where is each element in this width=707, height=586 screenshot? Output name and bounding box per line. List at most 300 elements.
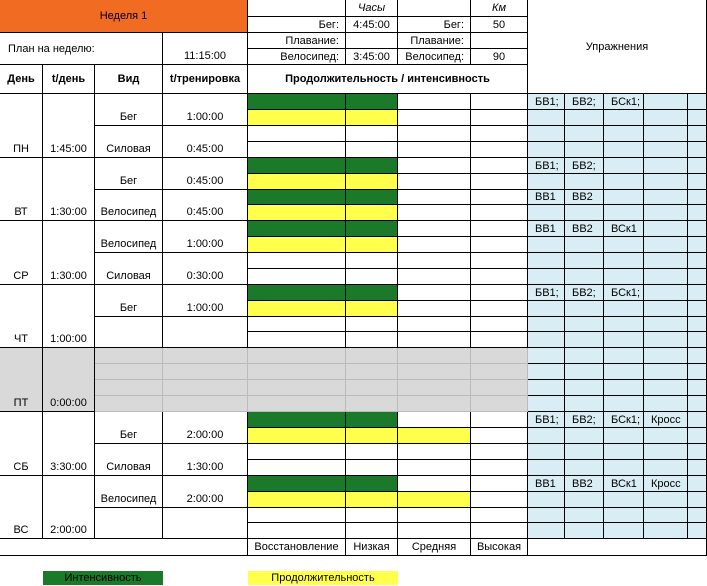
exercise-cell[interactable] [644, 269, 688, 285]
rest-cell[interactable] [471, 348, 528, 364]
exercise-cell[interactable] [528, 253, 565, 269]
exercise-cell[interactable] [644, 253, 688, 269]
workout-type[interactable]: Велосипед [95, 221, 163, 253]
exercise-cell[interactable] [604, 253, 644, 269]
exercise-cell[interactable] [688, 190, 707, 205]
cell[interactable] [346, 142, 398, 158]
exercise-cell[interactable] [565, 142, 604, 158]
intensity-bar[interactable] [248, 221, 346, 237]
rest-cell[interactable] [248, 396, 346, 412]
exercise-cell[interactable]: ВСк1 [604, 221, 644, 237]
exercise-cell[interactable] [688, 492, 707, 508]
intensity-bar[interactable] [346, 221, 398, 237]
cell[interactable] [471, 253, 528, 269]
exercise-cell[interactable] [528, 142, 565, 158]
exercise-cell[interactable] [688, 205, 707, 221]
cell[interactable] [346, 460, 398, 476]
rest-cell[interactable] [346, 380, 398, 396]
rest-cell[interactable] [95, 380, 163, 396]
exercise-cell[interactable] [604, 444, 644, 460]
exercise-cell[interactable] [604, 110, 644, 126]
duration-bar[interactable] [248, 110, 346, 126]
exercise-cell[interactable] [688, 301, 707, 317]
cell[interactable] [398, 301, 471, 317]
exercise-cell[interactable] [528, 301, 565, 317]
cell[interactable] [346, 444, 398, 460]
workout-type[interactable]: Бег [95, 94, 163, 126]
exercises-label[interactable]: Упражнения [528, 0, 707, 94]
exercise-cell[interactable] [528, 174, 565, 190]
exercise-cell[interactable] [565, 460, 604, 476]
workout-type[interactable]: Бег [95, 412, 163, 444]
cell[interactable] [471, 285, 528, 301]
intensity-bar[interactable] [248, 158, 346, 174]
exercise-cell[interactable]: БВ2; [565, 285, 604, 301]
cell[interactable] [471, 158, 528, 174]
workout-time[interactable]: 2:00:00 [163, 476, 248, 508]
duration-bar[interactable] [248, 237, 346, 253]
exercise-cell[interactable] [604, 492, 644, 508]
exercise-cell[interactable] [565, 380, 604, 396]
exercise-cell[interactable] [644, 380, 688, 396]
duration-bar[interactable] [248, 205, 346, 221]
exercise-cell[interactable] [528, 508, 565, 523]
exercise-cell[interactable] [565, 492, 604, 508]
cell[interactable] [471, 269, 528, 285]
cell[interactable] [398, 285, 471, 301]
day-name[interactable]: ВС [0, 476, 43, 539]
exercise-cell[interactable]: БВ1; [528, 94, 565, 110]
day-name[interactable]: ЧТ [0, 285, 43, 348]
cell[interactable] [398, 174, 471, 190]
workout-type[interactable]: Бег [95, 158, 163, 190]
cell[interactable] [398, 253, 471, 269]
exercise-cell[interactable] [644, 110, 688, 126]
intensity-bar[interactable] [248, 94, 346, 110]
cell[interactable] [471, 205, 528, 221]
exercise-cell[interactable] [644, 396, 688, 412]
cell[interactable] [471, 110, 528, 126]
exercise-cell[interactable]: БВ2; [565, 158, 604, 174]
exercise-cell[interactable] [565, 110, 604, 126]
cell[interactable] [471, 94, 528, 110]
cell[interactable] [398, 110, 471, 126]
exercise-cell[interactable] [644, 508, 688, 523]
exercise-cell[interactable] [528, 332, 565, 348]
workout-time[interactable]: 1:00:00 [163, 94, 248, 126]
workout-time[interactable] [163, 317, 248, 348]
rest-cell[interactable] [471, 364, 528, 380]
cell[interactable] [398, 205, 471, 221]
rest-cell[interactable] [248, 364, 346, 380]
sport-km[interactable] [471, 33, 528, 49]
exercise-cell[interactable] [688, 348, 707, 364]
workout-type[interactable] [95, 508, 163, 539]
exercise-cell[interactable] [688, 253, 707, 269]
col-day[interactable]: День [0, 65, 43, 94]
exercise-cell[interactable] [565, 364, 604, 380]
exercise-cell[interactable] [528, 492, 565, 508]
exercise-cell[interactable] [688, 380, 707, 396]
duration-bar[interactable] [398, 492, 471, 508]
exercise-cell[interactable] [688, 158, 707, 174]
exercise-cell[interactable] [644, 428, 688, 444]
workout-time[interactable]: 1:00:00 [163, 285, 248, 317]
day-total[interactable]: 2:00:00 [43, 476, 95, 539]
week-title[interactable]: Неделя 1 [0, 0, 248, 33]
intensity-bar[interactable] [346, 285, 398, 301]
cell[interactable] [248, 269, 346, 285]
exercise-cell[interactable] [565, 396, 604, 412]
cell[interactable] [398, 508, 471, 523]
rest-cell[interactable] [398, 380, 471, 396]
exercise-cell[interactable]: ВВ1 [528, 476, 565, 492]
legend-intensity[interactable]: Интенсивность [43, 571, 163, 585]
exercise-cell[interactable] [688, 412, 707, 428]
exercise-cell[interactable] [565, 174, 604, 190]
col-t-day[interactable]: t/день [43, 65, 95, 94]
cell[interactable] [398, 269, 471, 285]
cell[interactable] [471, 428, 528, 444]
exercise-cell[interactable]: Кросс [644, 412, 688, 428]
workout-type[interactable]: Велосипед [95, 476, 163, 508]
cell[interactable] [471, 412, 528, 428]
exercise-cell[interactable] [688, 285, 707, 301]
day-total[interactable]: 1:45:00 [43, 94, 95, 158]
exercise-cell[interactable] [604, 508, 644, 523]
exercise-cell[interactable]: ВВ2 [565, 221, 604, 237]
workout-time[interactable]: 1:00:00 [163, 221, 248, 253]
sport-km[interactable]: 90 [471, 49, 528, 65]
col-duration-intensity[interactable]: Продолжительность / интенсивность [248, 65, 528, 94]
exercise-cell[interactable] [604, 190, 644, 205]
workout-time[interactable]: 2:00:00 [163, 412, 248, 444]
day-total[interactable]: 0:00:00 [43, 348, 95, 412]
intensity-bar[interactable] [346, 94, 398, 110]
exercise-cell[interactable]: Кросс [644, 476, 688, 492]
intensity-level-label[interactable]: Высокая [471, 539, 528, 556]
exercise-cell[interactable] [688, 317, 707, 332]
day-name[interactable]: СБ [0, 412, 43, 476]
exercise-cell[interactable] [604, 348, 644, 364]
exercise-cell[interactable] [565, 317, 604, 332]
exercise-cell[interactable] [604, 428, 644, 444]
rest-cell[interactable] [398, 396, 471, 412]
cell[interactable] [398, 94, 471, 110]
rest-cell[interactable] [398, 348, 471, 364]
cell[interactable] [398, 126, 471, 142]
cell[interactable] [471, 190, 528, 205]
exercise-cell[interactable] [604, 142, 644, 158]
sport-label[interactable]: Бег: [248, 17, 346, 33]
duration-bar[interactable] [346, 110, 398, 126]
intensity-bar[interactable] [346, 412, 398, 428]
exercise-cell[interactable]: БСк1; [604, 94, 644, 110]
exercise-cell[interactable] [565, 523, 604, 539]
exercise-cell[interactable] [565, 269, 604, 285]
cell[interactable] [398, 190, 471, 205]
duration-bar[interactable] [346, 174, 398, 190]
exercise-cell[interactable] [644, 158, 688, 174]
exercise-cell[interactable] [688, 476, 707, 492]
workout-time[interactable]: 0:45:00 [163, 190, 248, 221]
workout-type[interactable]: Силовая [95, 444, 163, 476]
intensity-bar[interactable] [346, 190, 398, 205]
exercise-cell[interactable] [604, 301, 644, 317]
workout-time[interactable]: 0:30:00 [163, 253, 248, 285]
cell[interactable] [248, 317, 346, 332]
cell[interactable] [398, 317, 471, 332]
duration-bar[interactable] [346, 205, 398, 221]
exercise-cell[interactable] [644, 285, 688, 301]
cell[interactable] [346, 332, 398, 348]
cell[interactable] [471, 301, 528, 317]
rest-cell[interactable] [248, 380, 346, 396]
cell[interactable] [248, 508, 346, 523]
rest-cell[interactable] [346, 348, 398, 364]
exercise-cell[interactable] [604, 126, 644, 142]
exercise-cell[interactable] [644, 317, 688, 332]
cell[interactable] [346, 523, 398, 539]
workout-type[interactable]: Бег [95, 285, 163, 317]
exercise-cell[interactable] [565, 444, 604, 460]
exercise-cell[interactable] [528, 460, 565, 476]
km-label[interactable]: Км [471, 0, 528, 17]
workout-time[interactable] [163, 508, 248, 539]
rest-cell[interactable] [346, 364, 398, 380]
cell[interactable] [248, 444, 346, 460]
exercise-cell[interactable] [528, 380, 565, 396]
exercise-cell[interactable] [604, 269, 644, 285]
exercise-cell[interactable] [644, 174, 688, 190]
workout-time[interactable]: 1:30:00 [163, 444, 248, 476]
exercise-cell[interactable] [528, 444, 565, 460]
cell[interactable] [346, 126, 398, 142]
duration-bar[interactable] [346, 492, 398, 508]
exercise-cell[interactable] [604, 158, 644, 174]
intensity-level-label[interactable]: Средняя [398, 539, 471, 556]
cell[interactable] [471, 523, 528, 539]
exercise-cell[interactable] [528, 237, 565, 253]
intensity-level-label[interactable]: Восстановление [248, 539, 346, 556]
exercise-cell[interactable]: ВСк1 [604, 476, 644, 492]
rest-cell[interactable] [163, 364, 248, 380]
cell[interactable] [471, 126, 528, 142]
exercise-cell[interactable] [528, 126, 565, 142]
exercise-cell[interactable] [688, 444, 707, 460]
exercise-cell[interactable] [688, 508, 707, 523]
intensity-bar[interactable] [248, 412, 346, 428]
exercise-cell[interactable] [688, 142, 707, 158]
exercise-cell[interactable] [688, 94, 707, 110]
exercise-cell[interactable]: ВВ2 [565, 190, 604, 205]
exercise-cell[interactable] [528, 348, 565, 364]
cell[interactable] [398, 142, 471, 158]
workout-type[interactable]: Силовая [95, 253, 163, 285]
cell[interactable] [471, 492, 528, 508]
exercise-cell[interactable] [528, 396, 565, 412]
rest-cell[interactable] [95, 364, 163, 380]
exercise-cell[interactable] [528, 110, 565, 126]
exercise-cell[interactable] [644, 460, 688, 476]
exercise-cell[interactable] [644, 523, 688, 539]
sport-label[interactable]: Плавание: [398, 33, 471, 49]
day-total[interactable]: 1:00:00 [43, 285, 95, 348]
cell[interactable] [471, 444, 528, 460]
exercise-cell[interactable]: БВ1; [528, 285, 565, 301]
exercise-cell[interactable] [644, 190, 688, 205]
rest-cell[interactable] [346, 396, 398, 412]
cell[interactable] [471, 142, 528, 158]
exercise-cell[interactable] [565, 332, 604, 348]
hours-label[interactable]: Часы [346, 0, 398, 17]
exercise-cell[interactable] [528, 364, 565, 380]
sport-hours[interactable]: 4:45:00 [346, 17, 398, 33]
intensity-bar[interactable] [346, 158, 398, 174]
exercise-cell[interactable]: ВВ2 [565, 476, 604, 492]
exercise-cell[interactable] [688, 523, 707, 539]
workout-type[interactable] [95, 317, 163, 348]
exercise-cell[interactable] [644, 205, 688, 221]
cell[interactable] [248, 126, 346, 142]
exercise-cell[interactable] [565, 253, 604, 269]
exercise-cell[interactable] [688, 110, 707, 126]
exercise-cell[interactable] [688, 269, 707, 285]
exercise-cell[interactable] [688, 332, 707, 348]
plan-label[interactable]: План на неделю: [0, 33, 163, 65]
exercise-cell[interactable] [565, 126, 604, 142]
exercise-cell[interactable] [528, 269, 565, 285]
exercise-cell[interactable] [644, 94, 688, 110]
cell[interactable] [398, 476, 471, 492]
cell[interactable] [346, 269, 398, 285]
cell[interactable] [471, 508, 528, 523]
duration-bar[interactable] [346, 428, 398, 444]
rest-cell[interactable] [163, 396, 248, 412]
exercise-cell[interactable] [644, 237, 688, 253]
cell[interactable] [471, 460, 528, 476]
rest-cell[interactable] [471, 396, 528, 412]
cell[interactable] [346, 253, 398, 269]
exercise-cell[interactable] [604, 237, 644, 253]
rest-cell[interactable] [163, 348, 248, 364]
exercise-cell[interactable] [644, 221, 688, 237]
intensity-bar[interactable] [346, 476, 398, 492]
hours-empty[interactable] [248, 0, 346, 17]
exercise-cell[interactable] [644, 142, 688, 158]
sport-label[interactable]: Бег: [398, 17, 471, 33]
sport-hours[interactable] [346, 33, 398, 49]
duration-bar[interactable] [346, 237, 398, 253]
cell[interactable] [398, 237, 471, 253]
cell[interactable] [398, 444, 471, 460]
exercise-cell[interactable] [528, 428, 565, 444]
exercise-cell[interactable] [688, 237, 707, 253]
intensity-bar[interactable] [248, 285, 346, 301]
rest-cell[interactable] [471, 380, 528, 396]
duration-bar[interactable] [248, 428, 346, 444]
exercise-cell[interactable] [644, 126, 688, 142]
rest-cell[interactable] [163, 380, 248, 396]
cell[interactable] [471, 332, 528, 348]
duration-bar[interactable] [398, 428, 471, 444]
exercise-cell[interactable] [528, 523, 565, 539]
sport-label[interactable]: Плавание: [248, 33, 346, 49]
workout-type[interactable]: Силовая [95, 126, 163, 158]
exercise-cell[interactable] [528, 317, 565, 332]
exercise-cell[interactable] [565, 428, 604, 444]
day-name[interactable]: ПН [0, 94, 43, 158]
spacer[interactable] [0, 556, 707, 571]
workout-time[interactable]: 0:45:00 [163, 126, 248, 158]
intensity-bar[interactable] [248, 190, 346, 205]
cell[interactable] [471, 237, 528, 253]
duration-bar[interactable] [248, 492, 346, 508]
exercise-cell[interactable]: ВВ1 [528, 190, 565, 205]
day-total[interactable]: 3:30:00 [43, 412, 95, 476]
cell[interactable] [398, 460, 471, 476]
cell[interactable] [0, 539, 248, 556]
exercise-cell[interactable]: БВ2; [565, 412, 604, 428]
rest-cell[interactable] [248, 348, 346, 364]
exercise-cell[interactable] [565, 348, 604, 364]
cell[interactable] [528, 539, 707, 556]
exercise-cell[interactable] [644, 444, 688, 460]
day-name[interactable]: СР [0, 221, 43, 285]
cell[interactable] [471, 221, 528, 237]
rest-cell[interactable] [398, 364, 471, 380]
cell[interactable] [248, 332, 346, 348]
cell[interactable] [398, 158, 471, 174]
km-empty[interactable] [398, 0, 471, 17]
sport-label[interactable]: Велосипед: [398, 49, 471, 65]
exercise-cell[interactable] [604, 317, 644, 332]
exercise-cell[interactable] [688, 221, 707, 237]
exercise-cell[interactable] [688, 428, 707, 444]
duration-bar[interactable] [248, 301, 346, 317]
sport-hours[interactable]: 3:45:00 [346, 49, 398, 65]
rest-cell[interactable] [95, 348, 163, 364]
cell[interactable] [248, 460, 346, 476]
day-total[interactable]: 1:30:00 [43, 221, 95, 285]
exercise-cell[interactable] [604, 380, 644, 396]
exercise-cell[interactable] [565, 301, 604, 317]
exercise-cell[interactable] [565, 237, 604, 253]
exercise-cell[interactable] [604, 332, 644, 348]
col-type[interactable]: Вид [95, 65, 163, 94]
exercise-cell[interactable] [604, 174, 644, 190]
cell[interactable] [471, 476, 528, 492]
exercise-cell[interactable] [688, 396, 707, 412]
sport-label[interactable]: Велосипед: [248, 49, 346, 65]
duration-bar[interactable] [346, 301, 398, 317]
exercise-cell[interactable]: БВ2; [565, 94, 604, 110]
cell[interactable] [248, 142, 346, 158]
workout-type[interactable]: Велосипед [95, 190, 163, 221]
exercise-cell[interactable] [565, 205, 604, 221]
exercise-cell[interactable] [528, 205, 565, 221]
exercise-cell[interactable] [688, 126, 707, 142]
duration-bar[interactable] [248, 174, 346, 190]
legend-duration[interactable]: Продолжительность [248, 571, 398, 585]
cell[interactable] [398, 221, 471, 237]
exercise-cell[interactable] [644, 332, 688, 348]
exercise-cell[interactable]: БСк1; [604, 285, 644, 301]
exercise-cell[interactable] [644, 364, 688, 380]
exercise-cell[interactable] [604, 205, 644, 221]
exercise-cell[interactable] [688, 174, 707, 190]
exercise-cell[interactable] [604, 460, 644, 476]
